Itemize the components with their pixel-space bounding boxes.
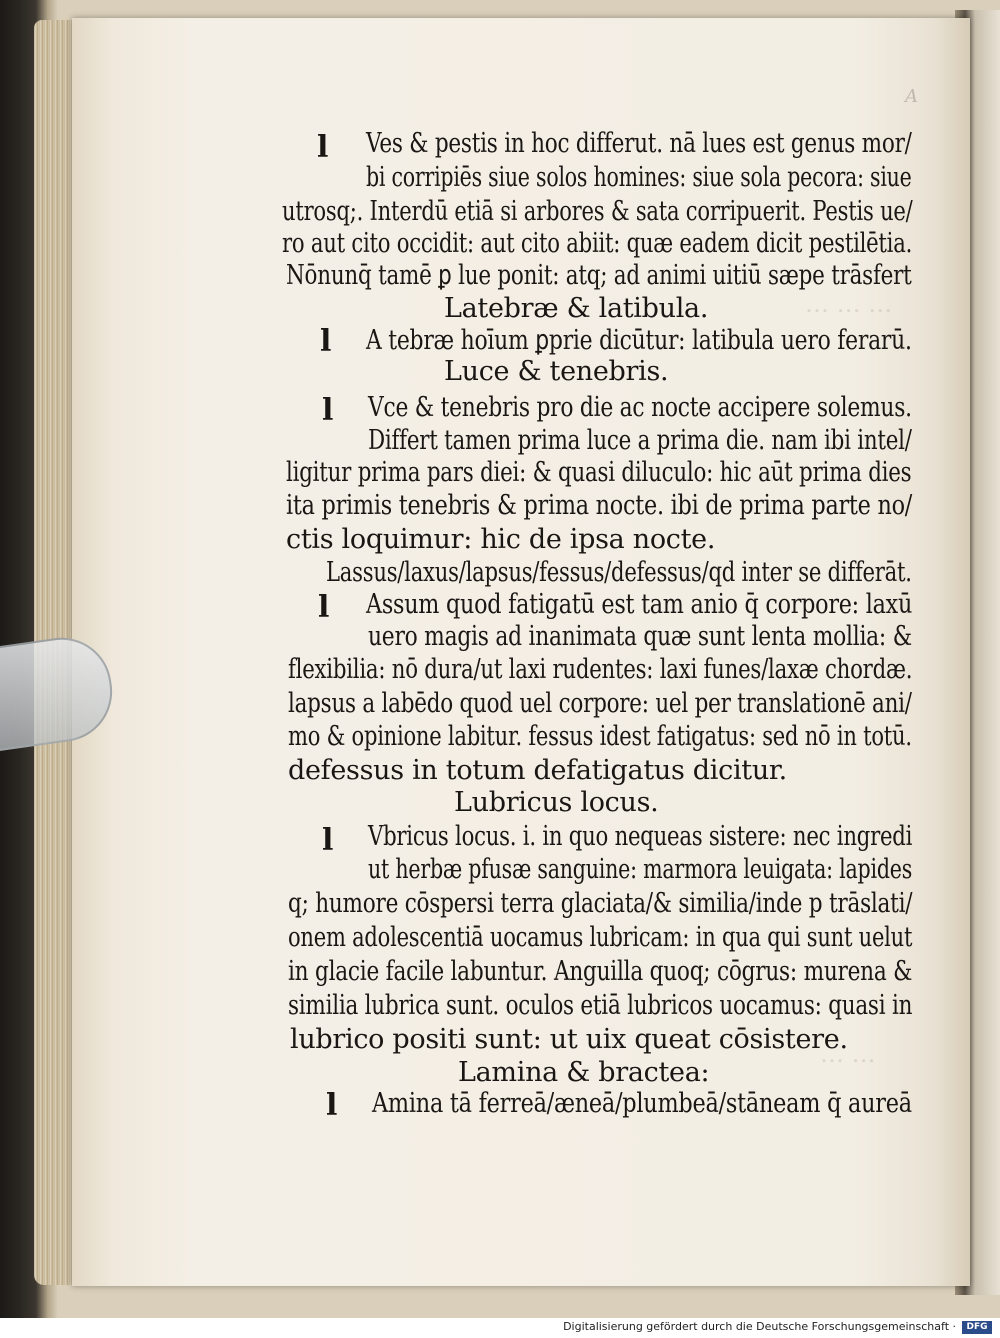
text-line: ut herbæ pfusæ sanguine: marmora leuigata: lapides [368,854,913,885]
text-line: Vce & tenebris pro die ac nocte accipere solemus. [368,392,912,423]
section-heading: Latebræ & latibula. [444,293,709,324]
text-line: Amina tā ferreā/æneā/plumbeā/stāneam q̄ aureā [372,1088,912,1119]
text-line: lapsus a labēdo quod uel corpore: uel per translationē ani/ [288,688,912,719]
initial-letter: l [318,590,330,625]
text-line: Vbricus locus. i. in quo nequeas sistere: nec ingredi [368,821,913,852]
text-line: A tebræ hoīum ꝑprie dicūtur: latibula uero ferarū. [366,325,912,356]
initial-letter: l [317,130,329,165]
text-line: Assum quod fatigatū est tam anio q̄ corpore: laxū [366,589,913,620]
text-line: ligitur prima pars diei: & quasi diluculo: hic aūt prima dies [286,457,912,488]
text-line: onem adolescentiā uocamus lubricam: in qua qui sunt uelut [288,922,913,953]
text-line: Nōnunq̄ tamē ꝑ lue ponit: atq; ad animi uitiū sæpe trāsfert [286,260,912,291]
initial-letter: l [322,393,334,428]
text-line: uero magis ad inanimata quæ sunt lenta mollia: & [368,621,912,652]
text-line: Differt tamen prima luce a prima die. nam ibi intel/ [368,425,912,456]
text-line: utrosq;. Interdū etiā si arbores & sata corripuerit. Pestis ue/ [282,196,913,227]
initial-letter: l [320,324,332,359]
section-heading: Lubricus locus. [454,787,659,818]
text-line: similia lubrica sunt. oculos etiā lubricos uocamus: quasi in [288,990,913,1021]
text-line: mo & opinione labitur. fessus idest fatigatus: sed nō in totū. [288,721,912,752]
bleed-through: … … [820,1040,876,1068]
text-line: defessus in totum defatigatus dicitur. [288,755,787,786]
text-line: ctis loquimur: hic de ipsa nocte. [286,524,716,555]
text-line: q; humore cōspersi terra glaciata/& similia/inde p trāslati/ [288,888,913,919]
text-line: flexibilia: nō dura/ut laxi rudentes: laxi funes/laxæ chordæ. [288,654,913,685]
initial-letter: l [322,823,334,858]
text-line: ro aut cito occidit: aut cito abiit: quæ eadem dicit pestilētia. [282,228,913,259]
footer-credit: Digitalisierung gefördert durch die Deutsche Forschungsgemeinschaft · [563,1320,956,1333]
bleed-through: … … … [805,290,893,318]
initial-letter: l [326,1088,338,1123]
section-heading: Lassus/laxus/lapsus/fessus/defessus/qd inter se differāt. [326,557,912,588]
text-line: bi corripiēs siue solos homines: siue sola pecora: siue [366,162,912,193]
folio-mark: A [905,86,918,107]
section-heading: Luce & tenebris. [444,356,669,387]
text-line: in glacie facile labuntur. Anguilla quoq; cōgrus: murena & [288,956,913,987]
text-line: lubrico positi sunt: ut uix queat cōsistere. [290,1024,848,1055]
text-line: ita primis tenebris & prima nocte. ibi de prima parte no/ [286,490,913,521]
dfg-logo: DFG [962,1321,992,1334]
section-heading: Lamina & bractea: [458,1057,710,1088]
footer-bar [0,1318,1000,1338]
text-line: Ves & pestis in hoc differut. nā lues est genus mor/ [366,128,912,159]
